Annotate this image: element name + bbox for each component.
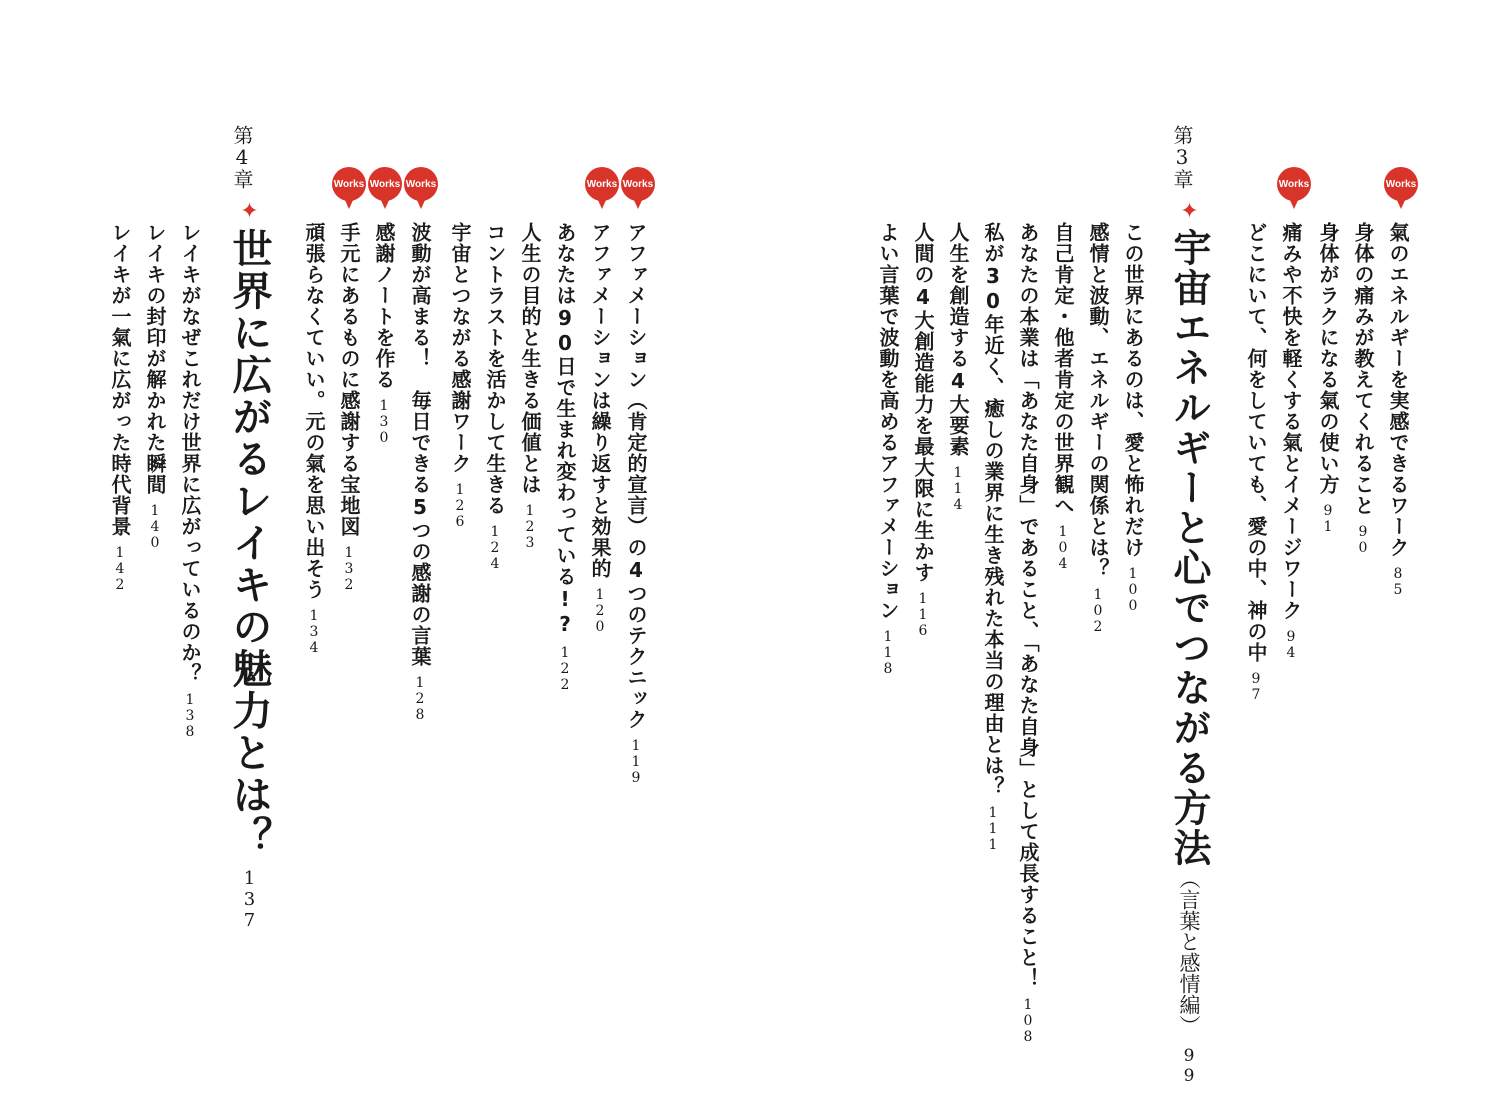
works-badge	[620, 166, 656, 210]
toc-entry-title: 痛みや不快を軽くする氣とイメージワーク	[1279, 222, 1303, 621]
toc-entry[interactable]	[878, 222, 898, 677]
toc-entry[interactable]	[626, 222, 646, 786]
works-badge-label: Works	[369, 179, 401, 190]
chapter-4-title-block[interactable]	[226, 195, 273, 931]
works-badge	[367, 166, 403, 210]
toc-entry-title: 人生を創造する4大要素	[946, 222, 970, 457]
star-icon: ✦	[1177, 199, 1202, 224]
toc-entry[interactable]	[450, 222, 470, 530]
works-badge-label: Works	[622, 179, 654, 190]
toc-entry-page: 111	[985, 805, 1001, 853]
toc-entry-page: 130	[376, 398, 392, 446]
works-badge-label: Works	[405, 179, 437, 190]
toc-entry[interactable]	[145, 222, 165, 551]
toc-entry-title: アファメーション（肯定的宣言）の4つのテクニック	[624, 222, 648, 730]
toc-entry[interactable]	[485, 222, 505, 572]
toc-entry-page: 97	[1248, 671, 1264, 703]
chapter-3-page: 99	[1179, 1046, 1199, 1086]
toc-entry-page: 108	[1020, 997, 1036, 1045]
toc-entry[interactable]	[913, 222, 933, 639]
toc-entry-page: 128	[412, 675, 428, 723]
toc-entry-page: 123	[522, 503, 538, 551]
toc-entry-page: 140	[147, 503, 163, 551]
works-badge-label: Works	[586, 179, 618, 190]
toc-entry[interactable]	[1318, 222, 1338, 535]
toc-entry-page: 142	[112, 545, 128, 593]
works-badge	[1276, 166, 1312, 210]
toc-entry-title: 人間の4大創造能力を最大限に生かす	[911, 222, 935, 583]
toc-entry-page: 100	[1125, 566, 1141, 614]
chapter-3-subtitle: （言葉と感情編）	[1177, 868, 1201, 1036]
toc-entry-title: 私が30年近く、癒しの業界に生き残れた本当の理由とは？	[981, 222, 1005, 797]
toc-entry-title: アファメーションは繰り返すと効果的	[588, 222, 612, 579]
toc-entry[interactable]	[1088, 222, 1108, 635]
toc-entry-page: 90	[1355, 524, 1371, 556]
works-badge	[403, 166, 439, 210]
chapter-4-page: 137	[239, 868, 260, 931]
toc-entry-page: 114	[950, 465, 966, 513]
works-badge	[1383, 166, 1419, 210]
toc-entry-page: 122	[557, 645, 573, 693]
toc-entry[interactable]	[948, 222, 968, 513]
toc-entry-title: 人生の目的と生きる価値とは	[518, 222, 542, 495]
toc-entry[interactable]	[983, 222, 1003, 853]
chapter-4-heading[interactable]	[232, 125, 252, 189]
toc-entry-title: この世界にあるのは、愛と怖れだけ	[1121, 222, 1145, 558]
toc-entry-page: 116	[915, 591, 931, 639]
toc-entry-title: 氣のエネルギーを実感できるワーク	[1386, 222, 1410, 558]
toc-entry-title: 身体の痛みが教えてくれること	[1351, 222, 1375, 516]
toc-entry-title: あなたの本業は「あなた自身」であること、「あなた自身」として成長すること！	[1016, 222, 1040, 989]
works-badge-label: Works	[333, 179, 365, 190]
toc-entry[interactable]	[555, 222, 575, 693]
toc-entry[interactable]	[1123, 222, 1143, 614]
toc-entry[interactable]	[180, 222, 200, 740]
toc-entry-page: 126	[452, 482, 468, 530]
toc-entry-title: レイキがなぜこれだけ世界に広がっているのか？	[178, 222, 202, 684]
toc-entry-title: レイキが一氣に広がった時代背景	[108, 222, 132, 537]
toc-entry-title: 波動が高まる！ 毎日できる5つの感謝の言葉	[408, 222, 432, 667]
toc-entry[interactable]	[1281, 222, 1301, 661]
toc-entry-title: どこにいて、何をしていても、愛の中、神の中	[1244, 222, 1268, 663]
star-icon: ✦	[237, 199, 262, 224]
chapter-3-heading[interactable]	[1172, 125, 1192, 189]
toc-entry-page: 138	[182, 692, 198, 740]
toc-entry-title: コントラストを活かして生きる	[483, 222, 507, 516]
works-badge-label: Works	[1278, 179, 1310, 190]
toc-entry-page: 118	[880, 629, 896, 677]
toc-entry-title: 宇宙とつながる感謝ワーク	[448, 222, 472, 474]
toc-entry[interactable]	[1053, 222, 1073, 572]
toc-entry-page: 124	[487, 524, 503, 572]
toc-entry-page: 132	[341, 545, 357, 593]
toc-entry-page: 102	[1090, 587, 1106, 635]
toc-entry-title: あなたは90日で生まれ変わっている!?	[553, 222, 577, 637]
toc-entry-title: よい言葉で波動を高めるアファメーション	[876, 222, 900, 621]
toc-entry[interactable]	[590, 222, 610, 635]
works-badge	[331, 166, 367, 210]
toc-entry[interactable]	[410, 222, 430, 723]
toc-entry[interactable]	[520, 222, 540, 551]
works-badge	[584, 166, 620, 210]
toc-entry-page: 104	[1055, 524, 1071, 572]
chapter-4-number: 第4章	[230, 125, 254, 189]
toc-entry-title: 身体がラクになる氣の使い方	[1316, 222, 1340, 495]
toc-entry[interactable]	[1018, 222, 1038, 1045]
toc-entry[interactable]	[110, 222, 130, 593]
toc-entry[interactable]	[1246, 222, 1266, 703]
toc-entry[interactable]	[374, 222, 394, 446]
chapter-3-number: 第3章	[1170, 125, 1194, 189]
toc-entry-page: 91	[1320, 503, 1336, 535]
toc-entry-page: 120	[592, 587, 608, 635]
toc-entry-page: 134	[306, 608, 322, 656]
toc-entry[interactable]	[1353, 222, 1373, 556]
toc-entry-title: 自己肯定・他者肯定の世界観へ	[1051, 222, 1075, 516]
chapter-3-title: 宇宙エネルギーと心でつながる方法	[1167, 228, 1212, 868]
toc-entry-title: 手元にあるものに感謝する宝地図	[337, 222, 361, 537]
toc-entry-page: 119	[628, 738, 644, 786]
chapter-4-title: 世界に広がるレイキの魅力とは？	[226, 228, 273, 858]
toc-entry[interactable]	[304, 222, 324, 656]
toc-entry-title: 感謝ノートを作る	[372, 222, 396, 390]
toc-entry-page: 94	[1283, 629, 1299, 661]
toc-entry-page: 85	[1390, 566, 1406, 598]
chapter-3-title-block[interactable]	[1167, 195, 1212, 1086]
toc-entry-title: 感情と波動、エネルギーの関係とは？	[1086, 222, 1110, 579]
toc-entry-title: レイキの封印が解かれた瞬間	[143, 222, 167, 495]
toc-entry[interactable]	[339, 222, 359, 593]
toc-entry-title: 頑張らなくていい。元の氣を思い出そう	[302, 222, 326, 600]
toc-entry[interactable]	[1388, 222, 1408, 598]
works-badge-label: Works	[1385, 179, 1417, 190]
